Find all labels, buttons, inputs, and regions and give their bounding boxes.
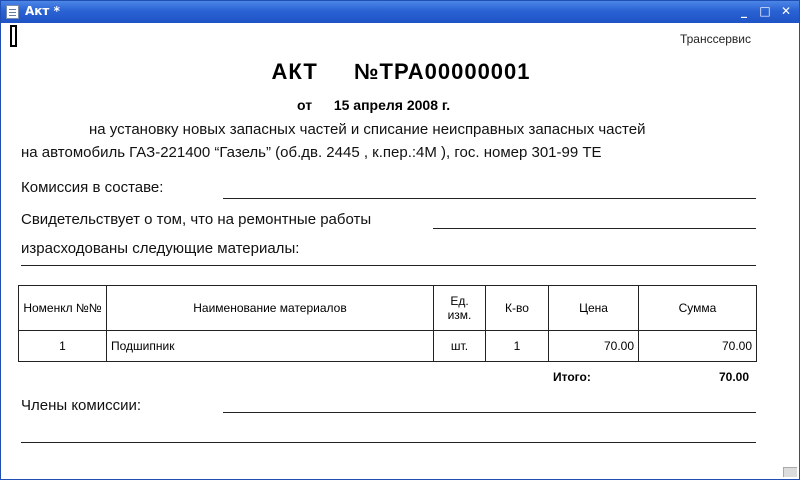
materials-label: израсходованы следующие материалы: (21, 240, 300, 257)
act-title (1, 59, 800, 85)
purpose-line-1: на установку новых запасных частей и списание неисправных запасных частей (89, 121, 646, 138)
header-quantity: К-во (486, 286, 549, 331)
purpose-line-2: на автомобиль ГАЗ-221400 “Газель” (об.дв. 2445 , к.пер.:4М ), гос. номер 301-99 ТЕ (21, 144, 602, 161)
table-row (19, 331, 757, 362)
header-item-number: Номенкл №№ (19, 286, 107, 331)
close-button[interactable]: ✕ (780, 4, 792, 18)
cell-price: 70.00 (549, 331, 639, 362)
text-cursor (10, 25, 17, 47)
repair-work-underline (433, 228, 756, 229)
cell-quantity: 1 (486, 331, 549, 362)
materials-table (18, 285, 757, 362)
members-underline-2 (21, 442, 756, 443)
title-bar[interactable] (1, 1, 799, 23)
total-value: 70.00 (719, 370, 750, 384)
maximize-button[interactable]: □ (759, 4, 771, 18)
members-underline-1 (223, 412, 756, 413)
header-price: Цена (549, 286, 639, 331)
cell-item-number: 1 (19, 331, 107, 362)
act-title-prefix: АКТ (271, 59, 318, 84)
total-label: Итого: (553, 370, 591, 384)
company-name: Транссервис (679, 32, 751, 46)
commission-underline (223, 198, 756, 199)
testifies-label: Свидетельствует о том, что на ремонтные работы (21, 211, 372, 228)
date-value: 15 апреля 2008 г. (333, 97, 451, 113)
cell-sum: 70.00 (639, 331, 757, 362)
members-label: Члены комиссии: (21, 397, 142, 414)
window-title: Акт * (25, 4, 60, 18)
cell-unit: шт. (434, 331, 486, 362)
date-prefix: от (297, 97, 313, 113)
table-header-row (19, 286, 757, 331)
act-number: №ТРА00000001 (354, 59, 531, 84)
cell-material-name: Подшипник (107, 331, 434, 362)
minimize-button[interactable]: _ (741, 4, 747, 18)
header-material-name: Наименование материалов (107, 286, 434, 331)
commission-label: Комиссия в составе: (21, 179, 164, 196)
header-sum: Сумма (639, 286, 757, 331)
header-unit: Ед. изм. (434, 286, 486, 331)
act-date (297, 97, 450, 113)
materials-underline (21, 265, 756, 266)
resize-grip[interactable] (783, 467, 797, 477)
document-icon (6, 5, 19, 19)
